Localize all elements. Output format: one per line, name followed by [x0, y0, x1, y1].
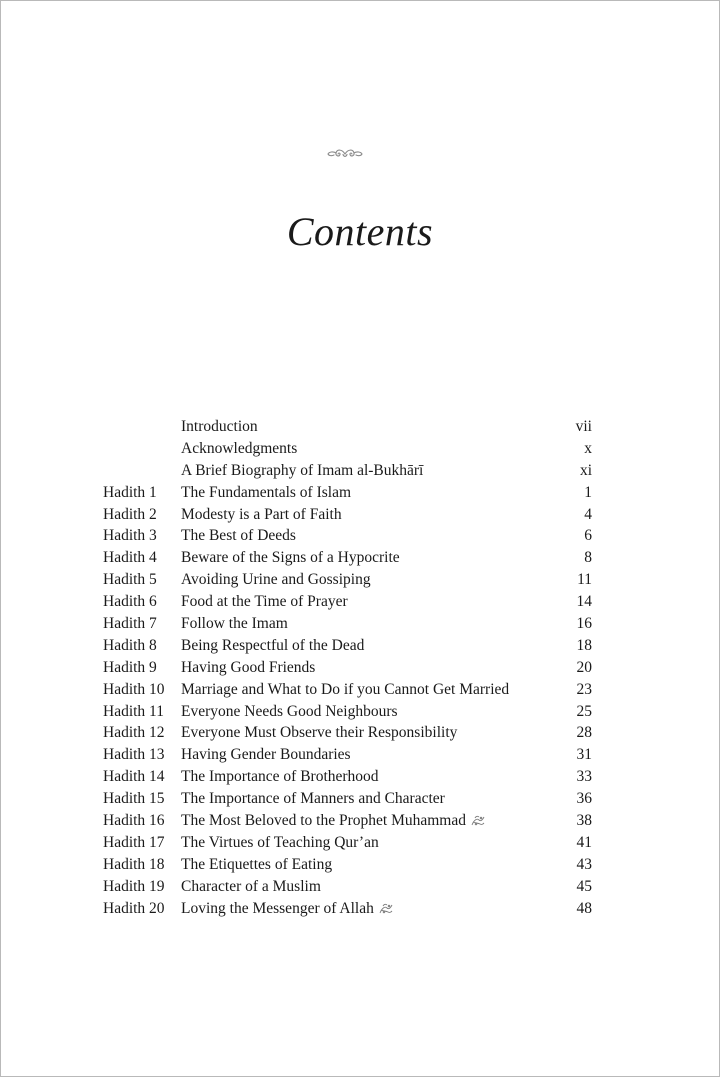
- toc-entry-title: Having Gender Boundaries: [181, 746, 351, 764]
- toc-entry-number: Hadith 1: [103, 483, 157, 501]
- toc-entry-number: Hadith 18: [103, 855, 165, 873]
- toc-entry-page: 16: [576, 615, 592, 633]
- toc-entry-number: Hadith 7: [103, 615, 157, 633]
- toc-entry-page: 20: [576, 658, 592, 676]
- honorific-calligraphy-icon: [470, 812, 486, 825]
- toc-entry: [103, 679, 592, 701]
- toc-entry-page: 38: [576, 812, 592, 830]
- toc-entry-title: The Best of Deeds: [181, 527, 296, 545]
- toc-entry-page: 41: [576, 833, 592, 851]
- toc-entry-title-wrap: [181, 810, 577, 832]
- toc-entry-number: Hadith 17: [103, 833, 165, 851]
- toc-entry-title: Everyone Must Observe their Responsibility: [181, 724, 458, 742]
- toc-entry-page: 8: [584, 549, 592, 567]
- toc-entry-page: 31: [576, 746, 592, 764]
- toc-entry-title: Everyone Needs Good Neighbours: [181, 702, 398, 720]
- toc-entry: [103, 876, 592, 898]
- toc-entry-number: Hadith 8: [103, 636, 157, 654]
- toc-entry-number: Hadith 11: [103, 702, 164, 720]
- toc-entry-title: The Virtues of Teaching Qur’an: [181, 833, 379, 851]
- toc-entry-page: 1: [584, 483, 592, 501]
- toc-entry: [103, 722, 592, 744]
- toc-entry-title-wrap: [181, 482, 584, 504]
- toc-entry-number: Hadith 2: [103, 505, 157, 523]
- toc-entry-title: The Most Beloved to the Prophet Muhammad: [181, 812, 466, 830]
- toc-entry: [103, 854, 592, 876]
- page-title: Contents: [286, 209, 434, 254]
- toc-entry-title-wrap: [181, 525, 584, 547]
- toc-entry-title: Loving the Messenger of Allah: [181, 899, 374, 917]
- toc-entry: [103, 569, 592, 591]
- toc-entry-page: 18: [576, 636, 592, 654]
- toc-entry: [103, 482, 592, 504]
- toc-entry-number: Hadith 20: [103, 899, 165, 917]
- toc-entry-title-wrap: [181, 722, 577, 744]
- toc-entry-title-wrap: [181, 547, 584, 569]
- toc-entry-title: Follow the Imam: [181, 615, 288, 633]
- toc-entry-title: Acknowledgments: [181, 439, 298, 457]
- toc-entry-number: Hadith 9: [103, 658, 157, 676]
- toc-entry-title-wrap: [181, 635, 577, 657]
- toc-entry-number: Hadith 16: [103, 812, 165, 830]
- toc-entry: [103, 504, 592, 526]
- toc-entry-title-wrap: [181, 504, 584, 526]
- toc-entry-number: Hadith 15: [103, 790, 165, 808]
- toc-entry: [103, 438, 592, 460]
- flourish-ornament-icon: [326, 147, 364, 161]
- toc-entry: [103, 525, 592, 547]
- toc-entry: [103, 744, 592, 766]
- toc-entry-title: Being Respectful of the Dead: [181, 636, 365, 654]
- toc-entry-page: 14: [576, 593, 592, 611]
- toc-entry-page: 43: [576, 855, 592, 873]
- toc-entry-page: 45: [576, 877, 592, 895]
- toc-entry: [103, 766, 592, 788]
- honorific-calligraphy-icon: [378, 900, 394, 913]
- toc-entry-title-wrap: [181, 569, 577, 591]
- toc-entry-title: Marriage and What to Do if you Cannot Get Married: [181, 680, 510, 698]
- toc-entry-number: Hadith 14: [103, 768, 165, 786]
- toc-entry-title-wrap: [181, 898, 577, 920]
- toc-entry-title: Food at the Time of Prayer: [181, 593, 348, 611]
- toc-entry: [103, 701, 592, 723]
- toc-entry-number: Hadith 13: [103, 746, 165, 764]
- toc-entry-page: xi: [579, 461, 592, 479]
- toc-entry-title-wrap: [181, 613, 577, 635]
- toc-entry-page: 28: [576, 724, 592, 742]
- toc-entry: [103, 832, 592, 854]
- toc-entry-number: Hadith 12: [103, 724, 165, 742]
- toc-entry: [103, 613, 592, 635]
- toc-entry: [103, 460, 592, 482]
- toc-entry-title: Character of a Muslim: [181, 877, 321, 895]
- toc-entry: [103, 657, 592, 679]
- toc-entry-title-wrap: [181, 766, 577, 788]
- toc-entry-title-wrap: [181, 460, 580, 482]
- toc-entry-number: Hadith 6: [103, 593, 157, 611]
- toc-entry-page: 33: [576, 768, 592, 786]
- toc-entry-title: Modesty is a Part of Faith: [181, 505, 342, 523]
- toc-entry-title: The Etiquettes of Eating: [181, 855, 333, 873]
- toc-entry-title: The Fundamentals of Islam: [181, 483, 352, 501]
- toc-entry-title-wrap: [181, 832, 577, 854]
- toc-entry-title-wrap: [181, 876, 577, 898]
- toc-entry-page: x: [584, 439, 592, 457]
- toc-entry: [103, 547, 592, 569]
- toc-entry-title-wrap: [181, 854, 577, 876]
- toc-entry: [103, 591, 592, 613]
- toc-entry: [103, 898, 592, 920]
- toc-entry-number: Hadith 19: [103, 877, 165, 895]
- toc-entry: [103, 635, 592, 657]
- toc-entry-page: 36: [576, 790, 592, 808]
- toc-entry-page: 25: [576, 702, 592, 720]
- toc-entry-title-wrap: [181, 657, 577, 679]
- toc-entry: [103, 788, 592, 810]
- toc-entry-page: vii: [575, 418, 592, 435]
- toc-entry-title-wrap: [181, 701, 577, 723]
- toc-entry-title: The Importance of Brotherhood: [181, 768, 379, 786]
- toc-entry-title-wrap: [181, 416, 576, 438]
- toc-entry: [103, 810, 592, 832]
- toc-entry-page: 6: [584, 527, 592, 545]
- table-of-contents: [103, 416, 592, 919]
- toc-entry-number: Hadith 5: [103, 571, 157, 589]
- toc-entry-title-wrap: [181, 591, 577, 613]
- toc-entry-page: 4: [584, 505, 592, 523]
- toc-entry-title-wrap: [181, 788, 577, 810]
- toc-entry-title: Beware of the Signs of a Hypocrite: [181, 549, 400, 567]
- toc-entry-page: 48: [576, 899, 592, 917]
- toc-entry-title: A Brief Biography of Imam al-Bukhārī: [181, 461, 424, 479]
- toc-entry-title: Introduction: [181, 418, 258, 435]
- toc-entry-title-wrap: [181, 438, 584, 460]
- toc-entry-number: Hadith 3: [103, 527, 157, 545]
- toc-entry-title: Having Good Friends: [181, 658, 316, 676]
- toc-entry: [103, 416, 592, 438]
- toc-entry-title-wrap: [181, 679, 577, 701]
- toc-entry-number: Hadith 4: [103, 549, 157, 567]
- toc-entry-title-wrap: [181, 744, 577, 766]
- toc-entry-title: Avoiding Urine and Gossiping: [181, 571, 371, 589]
- toc-entry-page: 23: [576, 680, 592, 698]
- toc-entry-number: Hadith 10: [103, 680, 165, 698]
- toc-entry-title: The Importance of Manners and Character: [181, 790, 445, 808]
- toc-entry-page: 11: [577, 571, 592, 589]
